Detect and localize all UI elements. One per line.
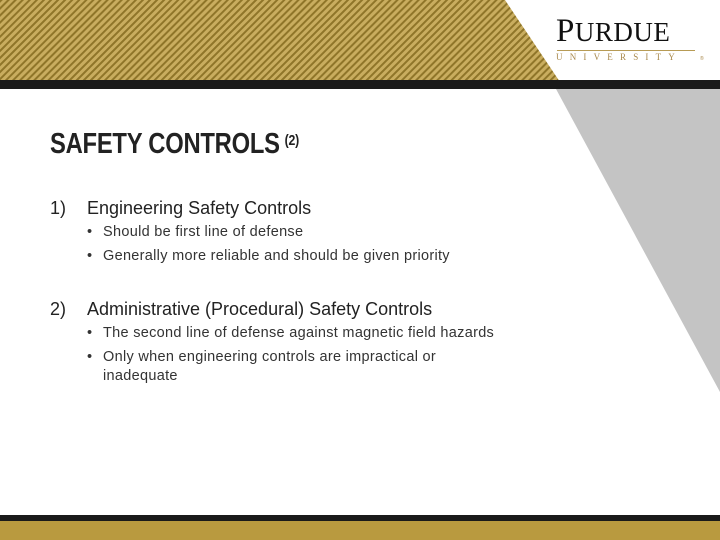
section-heading: Administrative (Procedural) Safety Controls (87, 299, 433, 319)
bullet-icon: • (87, 325, 93, 341)
bullet-icon: • (87, 224, 93, 240)
list-item (87, 348, 503, 386)
section-number: 2) (50, 299, 67, 319)
bullet-text: Should be first line of defense (103, 224, 304, 240)
registered-mark: ® (700, 56, 704, 62)
logo-university-text: UNIVERSITY (556, 52, 682, 62)
list-item (87, 223, 567, 242)
title-reference: (2) (284, 132, 299, 149)
section-number: 1) (50, 198, 67, 218)
title-text: SAFETY CONTROLS (50, 128, 280, 160)
logo-initial: P (556, 13, 575, 49)
list-item (87, 324, 567, 343)
list-item (87, 247, 567, 266)
page-title (50, 128, 299, 161)
logo-rest: URDUE (574, 17, 671, 47)
bullet-text: Only when engineering controls are impractical or inadequate (103, 349, 437, 384)
bullet-icon: • (87, 248, 93, 264)
section-heading: Engineering Safety Controls (87, 198, 312, 218)
bullet-icon: • (87, 349, 93, 365)
footer-gold-bar (0, 521, 720, 540)
bullet-list (87, 324, 567, 391)
bullet-text: Generally more reliable and should be given priority (103, 248, 450, 264)
bullet-list (87, 223, 567, 271)
bullet-text: The second line of defense against magnetic field hazards (103, 325, 495, 341)
